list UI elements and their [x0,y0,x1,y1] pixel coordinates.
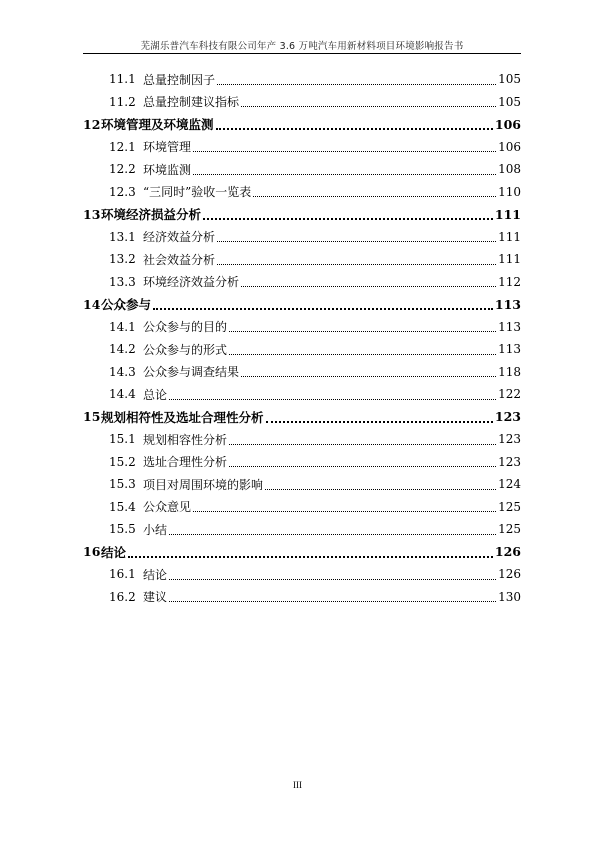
toc-chapter-entry[interactable] [83,293,521,316]
toc-dot-leader [216,116,493,130]
toc-entry-title: 小结 [143,522,168,537]
toc-entry-title: “三同时”验收一览表 [143,185,252,200]
toc-chapter-entry[interactable] [83,406,521,429]
toc-entry-page: 105 [498,94,521,109]
toc-entry-page: 105 [498,72,521,87]
toc-entry-title: 项目对周围环境的影响 [143,477,264,492]
toc-entry-title: 公众参与的目的 [143,320,228,335]
toc-entry-number: 12.1 [109,139,136,154]
toc-entry-title: 环境经济损益分析 [101,207,202,223]
toc-section-entry[interactable] [83,91,521,114]
toc-entry-page: 125 [498,499,521,514]
toc-dot-leader [229,342,496,355]
toc-dot-leader [241,364,496,377]
toc-section-entry[interactable] [83,518,521,541]
toc-chapter-entry[interactable] [83,203,521,226]
toc-entry-number: 12 [83,116,101,132]
toc-entry-page: 130 [498,589,521,604]
toc-section-entry[interactable] [83,248,521,271]
toc-dot-leader [266,409,493,423]
toc-dot-leader [169,522,496,535]
toc-entry-page: 113 [498,342,521,357]
toc-entry-title: 环境监测 [143,162,192,177]
toc-section-entry[interactable] [83,338,521,361]
toc-dot-leader [169,567,496,580]
toc-dot-leader [217,229,496,242]
toc-section-entry[interactable] [83,428,521,451]
toc-entry-title: 总量控制因子 [143,72,216,87]
toc-entry-number: 13.2 [109,252,136,267]
toc-entry-title: 公众参与 [101,297,152,313]
toc-dot-leader [169,387,496,400]
toc-entry-page: 111 [498,252,521,267]
toc-entry-title: 总量控制建议指标 [143,95,240,110]
toc-entry-number: 14 [83,296,101,312]
toc-entry-title: 结论 [101,544,127,560]
toc-entry-page: 123 [498,454,521,469]
toc-section-entry[interactable] [83,136,521,159]
toc-dot-leader [193,499,496,512]
toc-section-entry[interactable] [83,563,521,586]
toc-section-entry[interactable] [83,383,521,406]
toc-entry-page: 111 [498,229,521,244]
toc-entry-number: 13.3 [109,274,136,289]
toc-entry-number: 16.1 [109,567,136,582]
toc-entry-number: 15 [83,409,101,425]
toc-section-entry[interactable] [83,158,521,181]
toc-entry-title: 规划相符性及选址合理性分析 [101,409,264,425]
toc-entry-number: 11.1 [109,72,136,87]
toc-section-entry[interactable] [83,586,521,609]
toc-section-entry[interactable] [83,496,521,519]
toc-entry-number: 14.2 [109,342,136,357]
toc-entry-page: 125 [498,522,521,537]
toc-entry-number: 13 [83,206,101,222]
toc-dot-leader [253,184,496,197]
toc-entry-page: 106 [498,139,521,154]
toc-section-entry[interactable] [83,226,521,249]
toc-dot-leader [229,454,496,467]
toc-entry-title: 社会效益分析 [143,252,216,267]
toc-section-entry[interactable] [83,271,521,294]
toc-dot-leader [229,319,496,332]
toc-entry-title: 环境经济效益分析 [143,275,240,290]
toc-entry-page: 122 [498,387,521,402]
table-of-contents [83,68,521,608]
toc-section-entry[interactable] [83,451,521,474]
toc-section-entry[interactable] [83,181,521,204]
toc-chapter-entry[interactable] [83,541,521,564]
toc-entry-page: 112 [498,274,521,289]
toc-entry-number: 14.1 [109,319,136,334]
toc-entry-number: 15.4 [109,499,136,514]
toc-entry-page: 118 [498,364,521,379]
header-rule [83,53,521,54]
toc-entry-number: 12.2 [109,162,136,177]
toc-entry-title: 总论 [143,387,168,402]
toc-entry-title: 规划相容性分析 [143,432,228,447]
toc-entry-page: 123 [494,409,521,425]
toc-entry-page: 123 [498,432,521,447]
toc-entry-number: 15.2 [109,454,136,469]
toc-entry-title: 公众参与调查结果 [143,365,240,380]
toc-section-entry[interactable] [83,68,521,91]
toc-dot-leader [217,252,496,265]
toc-dot-leader [193,162,496,175]
toc-entry-page: 113 [498,319,521,334]
toc-dot-leader [241,274,496,287]
toc-entry-page: 106 [494,116,521,132]
toc-section-entry[interactable] [83,473,521,496]
toc-dot-leader [203,206,493,220]
toc-entry-title: 结论 [143,567,168,582]
toc-entry-number: 15.1 [109,432,136,447]
toc-entry-page: 108 [498,162,521,177]
toc-section-entry[interactable] [83,316,521,339]
toc-entry-title: 建议 [143,590,168,605]
toc-section-entry[interactable] [83,361,521,384]
toc-entry-number: 11.2 [109,94,136,109]
toc-dot-leader [229,432,496,445]
toc-entry-number: 15.5 [109,522,136,537]
toc-entry-page: 124 [498,477,521,492]
toc-entry-page: 111 [494,206,521,222]
page-number: III [293,780,302,790]
toc-entry-number: 13.1 [109,229,136,244]
toc-entry-title: 公众意见 [143,500,192,515]
page-header: 芜湖乐普汽车科技有限公司年产 3.6 万吨汽车用新材料项目环境影响报告书 [140,41,464,52]
toc-entry-title: 公众参与的形式 [143,342,228,357]
toc-entry-number: 14.4 [109,387,136,402]
toc-entry-number: 16.2 [109,589,136,604]
toc-entry-number: 14.3 [109,364,136,379]
toc-dot-leader [169,589,496,602]
toc-dot-leader [153,296,493,310]
toc-dot-leader [241,94,496,107]
toc-entry-title: 选址合理性分析 [143,455,228,470]
toc-entry-number: 12.3 [109,184,136,199]
toc-entry-title: 环境管理及环境监测 [101,117,214,133]
toc-dot-leader [217,72,496,85]
toc-chapter-entry[interactable] [83,113,521,136]
toc-dot-leader [193,139,496,152]
toc-entry-page: 113 [494,296,521,312]
toc-dot-leader [128,544,493,558]
toc-entry-number: 15.3 [109,477,136,492]
toc-entry-page: 126 [498,567,521,582]
toc-entry-number: 16 [83,544,101,560]
toc-entry-title: 环境管理 [143,140,192,155]
toc-entry-page: 126 [494,544,521,560]
toc-dot-leader [265,477,496,490]
toc-entry-page: 110 [498,184,521,199]
toc-entry-title: 经济效益分析 [143,230,216,245]
